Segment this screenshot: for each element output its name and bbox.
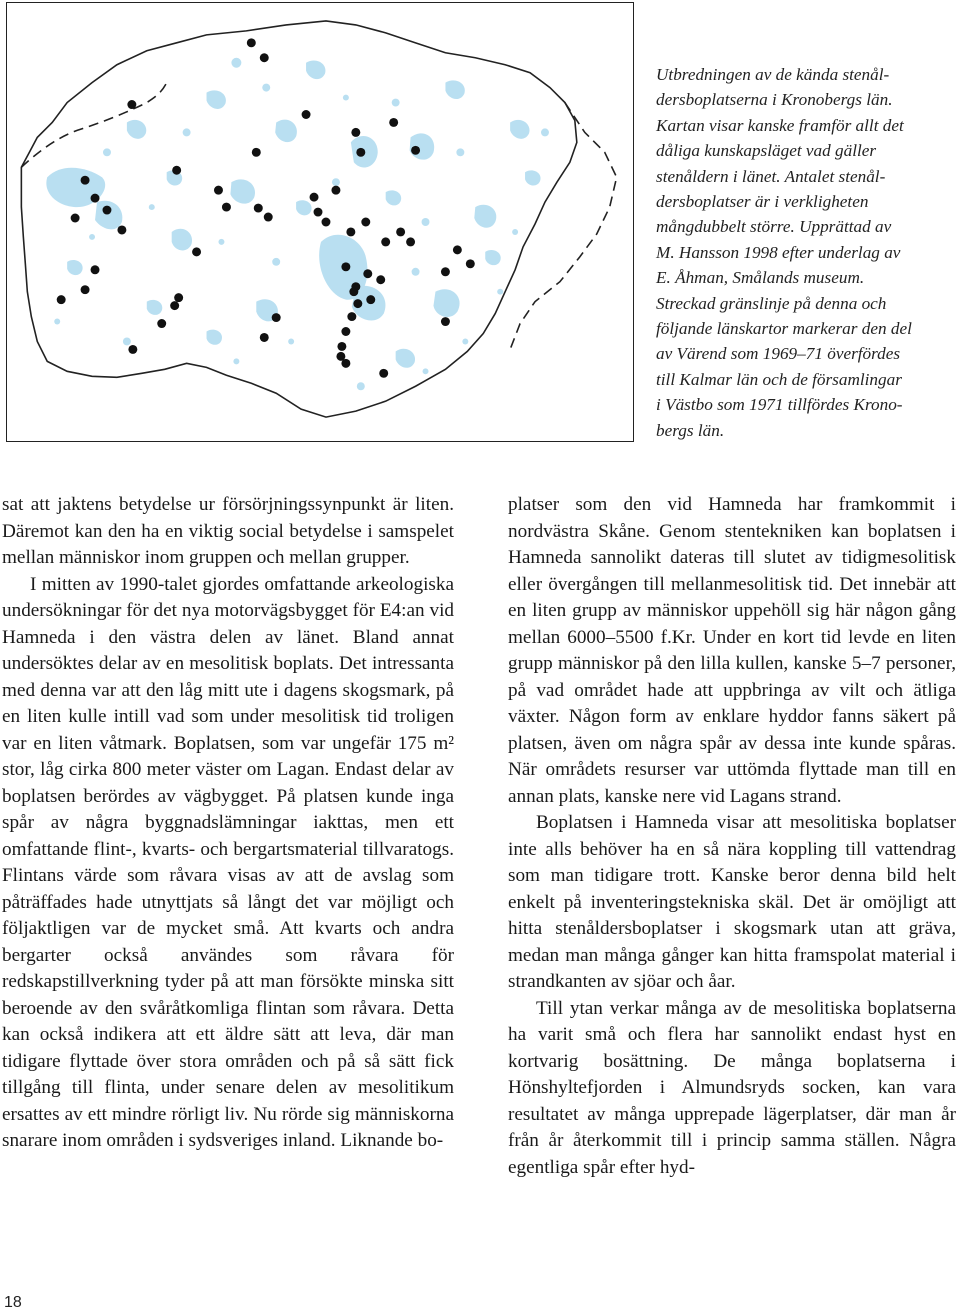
paragraph: sat att jaktens betydelse ur försörjningssynpunkt är liten. Däremot kan den ha en viktig social betydelse i samspelet mellan människor inom gruppen och mellan grupper. (2, 494, 454, 568)
caption-line: till Kalmar län och de församlingar (656, 369, 902, 389)
paragraph: platser som den vid Hamneda har framkommit i nordvästra Skåne. Genom stentekniken kan boplatsen i Hamneda sannolikt dateras till slutet av tidigmesolitisk eller övergången till mellanmesolitisk tid. Det innebär att en liten grupp av människor uppehöll sig här någon gång mellan 6000–5500 f.Kr. Under en kort tid levde en liten grupp människor på den lilla kullen, kanske 5–7 personer, på vad området hade att uppbringa av vilt och ätliga växter. Någon form av enklare hyddor fanns säkert på platsen, även om några spår av dessa inte kunde spåras. När områdets resurser var uttömda flyttade man till en annan plats, kanske nere vid Lagans strand. (508, 494, 956, 807)
caption-line: stenåldern i länet. Antalet stenål- (656, 166, 886, 186)
caption-line: dersboplatserna i Kronobergs län. (656, 90, 893, 110)
paragraph: Boplatsen i Hamneda visar att mesolitiska boplatser inte alls behöver ha en så nära koppling till vattendrag som man tidigare trott. Kanske beror denna bild helt enkelt på inventeringstekniska skäl. Det är omöjligt att hitta stenåldersboplatser i skogsmark utan att gräva, medan man många gånger kan hitta framspolat material i strandkanten av sjöar och åar. (508, 812, 956, 992)
caption-line: följande länskartor markerar den del (656, 319, 912, 339)
caption-line: M. Hansson 1998 efter underlag av (656, 242, 901, 262)
caption-line: dersboplatser är i verkligheten (656, 192, 869, 212)
paragraph: I mitten av 1990-talet gjordes omfattande arkeologiska undersökningar för det nya motorvägsbygget för E4:an vid Hamneda i den västra delen av länet. Bland annat undersöktes delar av en mesolitisk boplats. Det intressanta med denna var att den låg mitt ute i dagens skogsmark, på en liten kulle intill vad som under mesolitisk tid troligen var en liten våtmark. Boplatsen, som var ungefär 175 m² stor, låg cirka 800 meter väster om Lagan. Endast delar av boplatsen berördes av vägbygget. På platsen kunde inga spår av några byggnadslämningar iakttas, men ett omfattande flint-, kvarts- och bergartsmaterial tillvaratogs. Flintans värde som råvara visas av att de avslag som påträffades hade utnyttjats så långt det var möjligt och följaktligen var de mycket små. Att kvarts och andra bergarter också användes som råvara för redskapstillverkning tyder på att man försökte minska sitt beroende av den svåråtkomliga flintan som råvara. Detta kan också indikera att ett äldre sätt att leva, där man tidigare flyttade över stora områden och på så sätt fick tillgång till flinta, under senare delen av mesolitikum ersattes av ett mindre rörligt liv. Nu rörde sig människorna snarare inom områden i sydsveriges inland. Liknande bo- (2, 573, 454, 1151)
paragraph: Till ytan verkar många av de mesolitiska boplatserna ha varit små och flera har sannolikt endast hyst en kortvarig bosättning. De många boplatserna i Hönshyltefjorden i Almundsryds socken, kan vara resultatet av många upprepade lägerplatser, där man år från år återkommit till i princip samma ställen. Några egentliga spår efter hyd- (508, 997, 956, 1178)
caption-line: Utbredningen av de kända stenål- (656, 65, 890, 84)
caption-line: bergs län. (656, 420, 725, 440)
caption-line: E. Åhman, Smålands museum. (656, 268, 865, 288)
caption-line: dåliga kunskapsläget vad gäller (656, 141, 877, 161)
right-text-column (508, 492, 956, 1181)
map-figure (6, 2, 634, 442)
caption-line: Kartan visar kanske framför allt det (656, 115, 904, 135)
caption-line: Streckad gränslinje på denna och (656, 293, 887, 313)
caption-line: i Västbo som 1971 tillfördes Krono- (656, 395, 903, 415)
kronoberg-map (7, 3, 633, 441)
map-caption (656, 62, 956, 443)
caption-line: mångdubbelt större. Upprättad av (656, 217, 892, 237)
left-text-column (2, 492, 454, 1155)
page-number: 18 (4, 1294, 22, 1311)
caption-line: av Värend som 1969–71 överfördes (656, 344, 901, 364)
